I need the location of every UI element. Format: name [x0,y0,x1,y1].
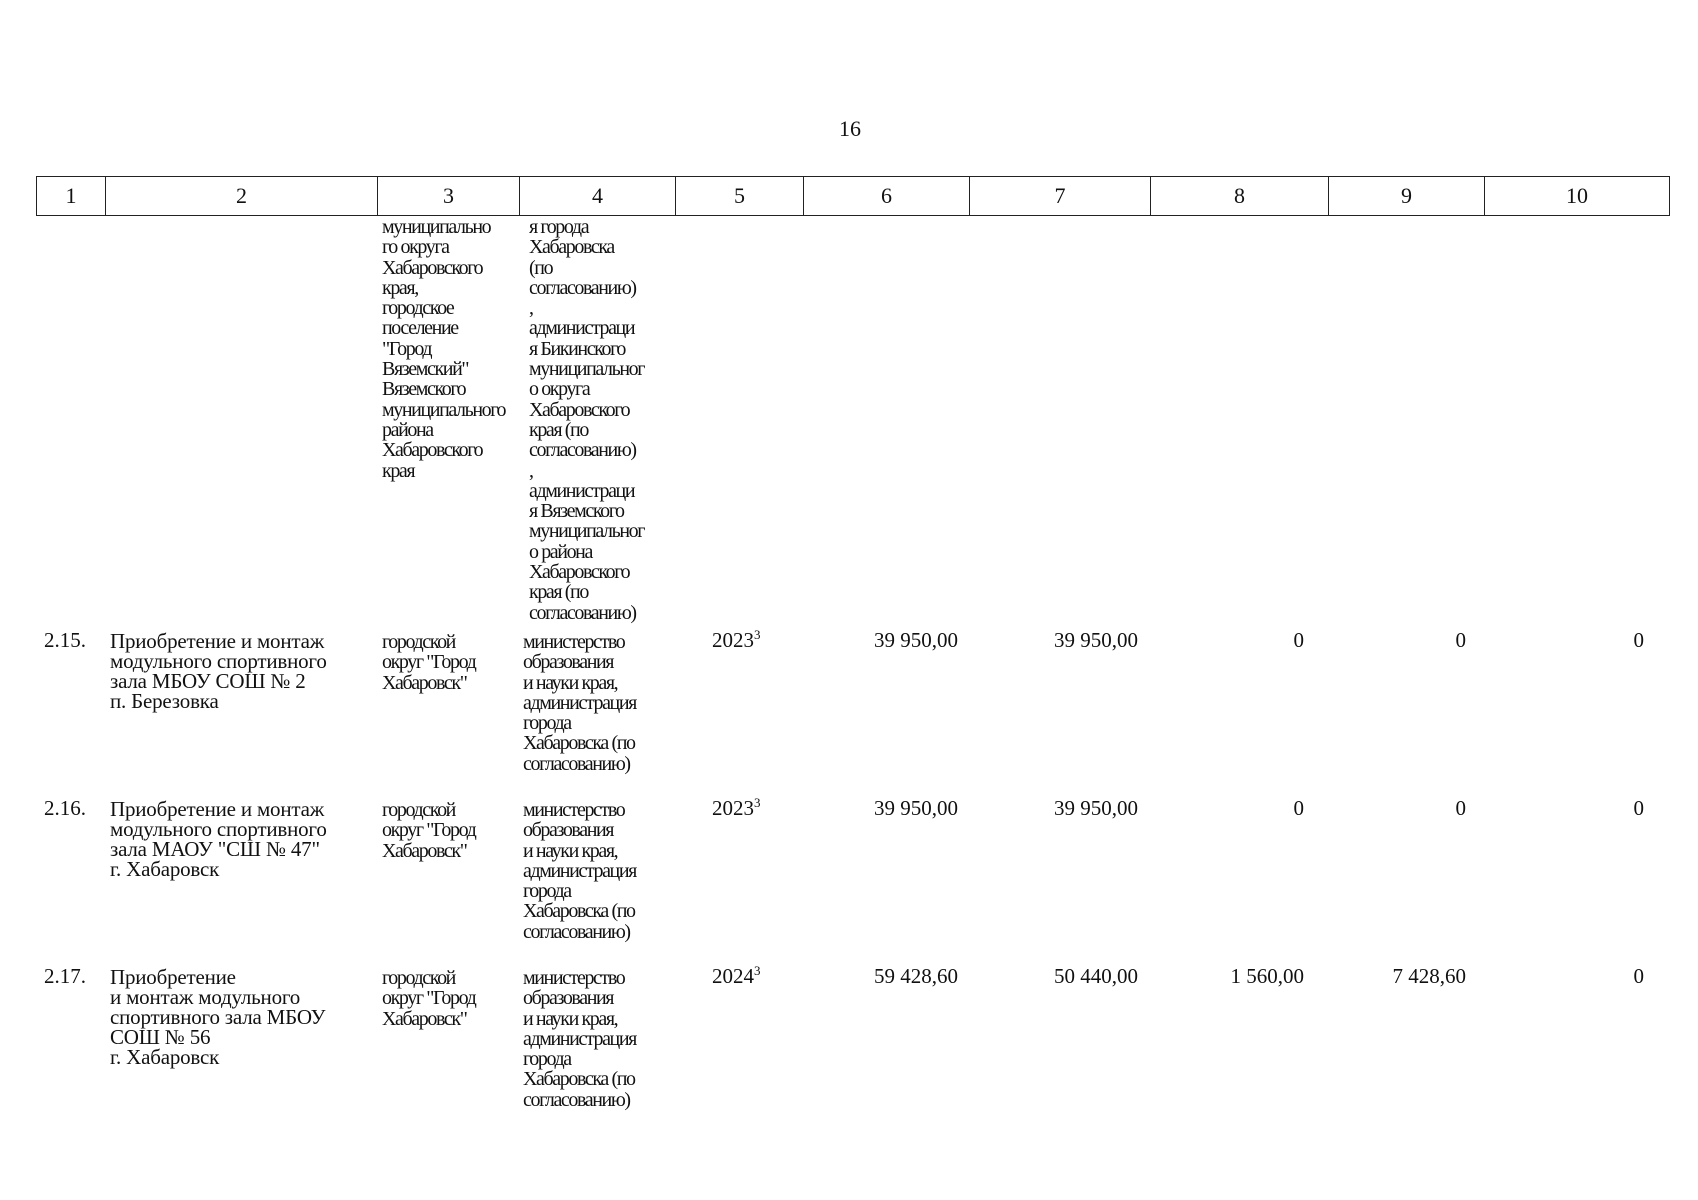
row-number: 2.16. [44,796,86,820]
row-col10: 0 [1633,796,1644,820]
row-year: 2024$^3$ [712,963,761,988]
header-col-2: 2 [106,177,378,215]
header-col-8: 8 [1151,177,1329,215]
table-header-row [36,176,1670,216]
row-col8: 1 560,00 [1230,964,1304,988]
row-year: 2023$^3$ [712,627,761,652]
year-footnote: 3 [754,627,761,642]
row-col9: 7 428,60 [1392,964,1466,988]
row-name: Приобретение и монтаж модульного спортивного зала МАОУ "СШ № 47" г. Хабаровск [110,797,327,881]
row-name: Приобретение и монтаж модульного спортивного зала МБОУ СОШ № 56 г. Хабаровск [110,965,326,1069]
continuation-executor-cell: я города Хабаровска (по согласованию) , администраци я Бикинского муниципальног о округа Хабаровского края (по согласованию) , администраци я Вяземского муниципальног о района Хабаровского края (по согласованию) [529,216,645,624]
header-col-7: 7 [970,177,1151,215]
row-territory: городской округ "Город Хабаровск" [382,967,476,1030]
header-col-4: 4 [520,177,676,215]
year-footnote: 3 [754,963,761,978]
row-col9: 0 [1455,628,1466,652]
row-number: 2.15. [44,628,86,652]
row-col7: 50 440,00 [1054,964,1138,988]
header-col-3: 3 [378,177,520,215]
row-executor: министерство образования и науки края, администрация города Хабаровска (по согласованию) [523,967,636,1111]
row-col8: 0 [1293,628,1304,652]
row-col8: 0 [1293,796,1304,820]
row-number: 2.17. [44,964,86,988]
row-col7: 39 950,00 [1054,628,1138,652]
row-executor: министерство образования и науки края, администрация города Хабаровска (по согласованию) [523,799,636,943]
header-col-6: 6 [804,177,970,215]
row-col10: 0 [1633,964,1644,988]
header-col-1: 1 [37,177,106,215]
row-territory: городской округ "Город Хабаровск" [382,799,476,862]
row-territory: городской округ "Город Хабаровск" [382,631,476,694]
row-col7: 39 950,00 [1054,796,1138,820]
header-col-5: 5 [676,177,804,215]
row-col10: 0 [1633,628,1644,652]
page-number: 16 [839,116,861,141]
header-col-9: 9 [1329,177,1485,215]
continuation-territory-cell: муниципально го округа Хабаровского края, городское поселение "Город Вяземский" Вяземского муниципального района Хабаровского края [382,216,506,482]
row-year: 2023$^3$ [712,795,761,820]
row-total: 39 950,00 [874,796,958,820]
row-name: Приобретение и монтаж модульного спортивного зала МБОУ СОШ № 2 п. Березовка [110,629,327,713]
year-footnote: 3 [754,795,761,810]
row-executor: министерство образования и науки края, администрация города Хабаровска (по согласованию) [523,631,636,775]
row-col9: 0 [1455,796,1466,820]
header-col-10: 10 [1566,183,1588,208]
row-total: 59 428,60 [874,964,958,988]
row-total: 39 950,00 [874,628,958,652]
